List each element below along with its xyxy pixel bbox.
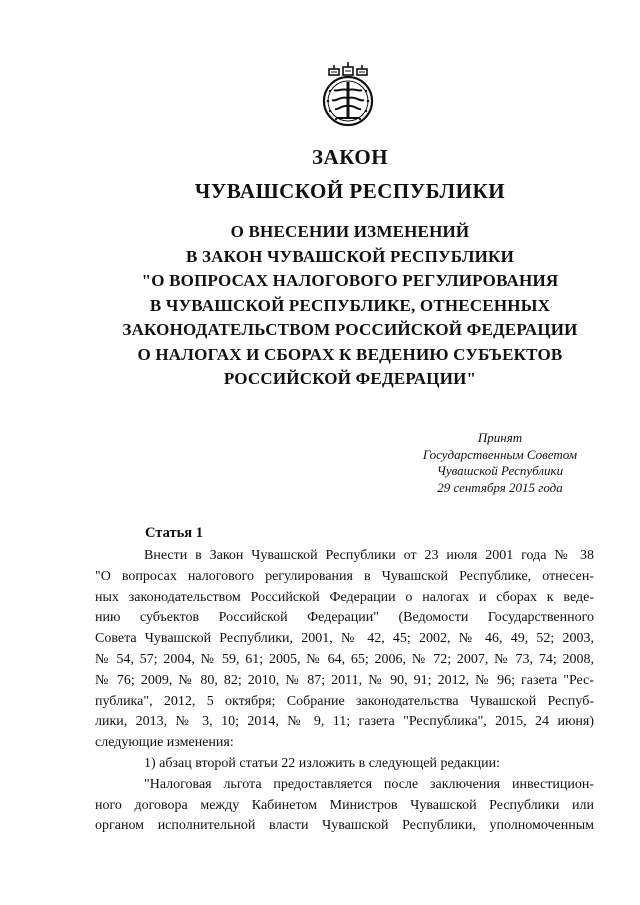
title-republic: ЧУВАШСКОЙ РЕСПУБЛИКИ — [194, 179, 506, 203]
heading-line: В ЗАКОН ЧУВАШСКОЙ РЕСПУБЛИКИ — [185, 246, 515, 266]
heading-line: ЗАКОНОДАТЕЛЬСТВОМ РОССИЙСКОЙ ФЕДЕРАЦИИ — [122, 320, 578, 339]
law-title — [0, 140, 640, 208]
body-line: № 76; 2009, № 80, 82; 2010, № 87; 2011, № 90, 91; 2012, № 96; газета "Рес- — [95, 672, 594, 688]
body-line: органом исполнительной власти Чувашской Республики, уполномоченным — [95, 818, 594, 834]
article-body — [95, 546, 594, 837]
chuvash-emblem-icon — [319, 60, 377, 128]
law-heading — [100, 220, 600, 392]
heading-line: "О ВОПРОСАХ НАЛОГОВОГО РЕГУЛИРОВАНИЯ — [141, 271, 559, 290]
body-line: следующие изменения: — [95, 735, 234, 751]
body-line: Внести в Закон Чувашской Республики от 23 июля 2001 года № 38 — [144, 548, 594, 563]
body-line: Совета Чувашской Республики, 2001, № 42, 45; 2002, № 46, 49, 52; 2003, — [95, 631, 594, 647]
body-line: ных законодательством Российской Федерации о налогах и сборах к веде- — [95, 589, 594, 605]
body-line: публика", 2012, 5 октября; Собрание законодательства Чувашской Респуб- — [95, 693, 594, 709]
title-word: ЗАКОН — [311, 145, 389, 169]
heading-line: О ВНЕСЕНИИ ИЗМЕНЕНИЙ — [230, 222, 470, 241]
body-line: нию субъектов Российской Федерации" (Ведомости Государственного — [95, 610, 594, 626]
adoption-note — [400, 430, 600, 496]
heading-line: РОССИЙСКОЙ ФЕДЕРАЦИИ" — [223, 369, 477, 388]
heading-line: О НАЛОГАХ И СБОРАХ К ВЕДЕНИЮ СУБЪЕКТОВ — [137, 344, 563, 364]
body-line: 1) абзац второй статьи 22 изложить в следующей редакции: — [144, 755, 501, 771]
adoption-line: Принят — [477, 430, 523, 445]
adoption-date: 29 сентября 2015 года — [437, 479, 563, 495]
adoption-line: Чувашской Республики — [436, 463, 564, 478]
body-line: "Налоговая льгота предоставляется после заключения инвестицион- — [144, 776, 594, 792]
body-line: лики, 2013, № 3, 10; 2014, № 9, 11; газета "Республика", 2015, 24 июня) — [95, 714, 594, 730]
body-line: № 54, 57; 2004, № 59, 61; 2005, № 64, 65; 2006, № 72; 2007, № 73, 74; 2008, — [95, 651, 594, 667]
body-line: ного договора между Кабинетом Министров Чувашской Республики или — [95, 797, 594, 813]
adoption-line: Государственным Советом — [422, 446, 578, 462]
body-line: "О вопросах налогового регулирования в Чувашской Республике, отнесен- — [95, 568, 594, 584]
heading-line: В ЧУВАШСКОЙ РЕСПУБЛИКЕ, ОТНЕСЕННЫХ — [149, 295, 551, 315]
article-title: Статья 1 — [145, 525, 203, 541]
